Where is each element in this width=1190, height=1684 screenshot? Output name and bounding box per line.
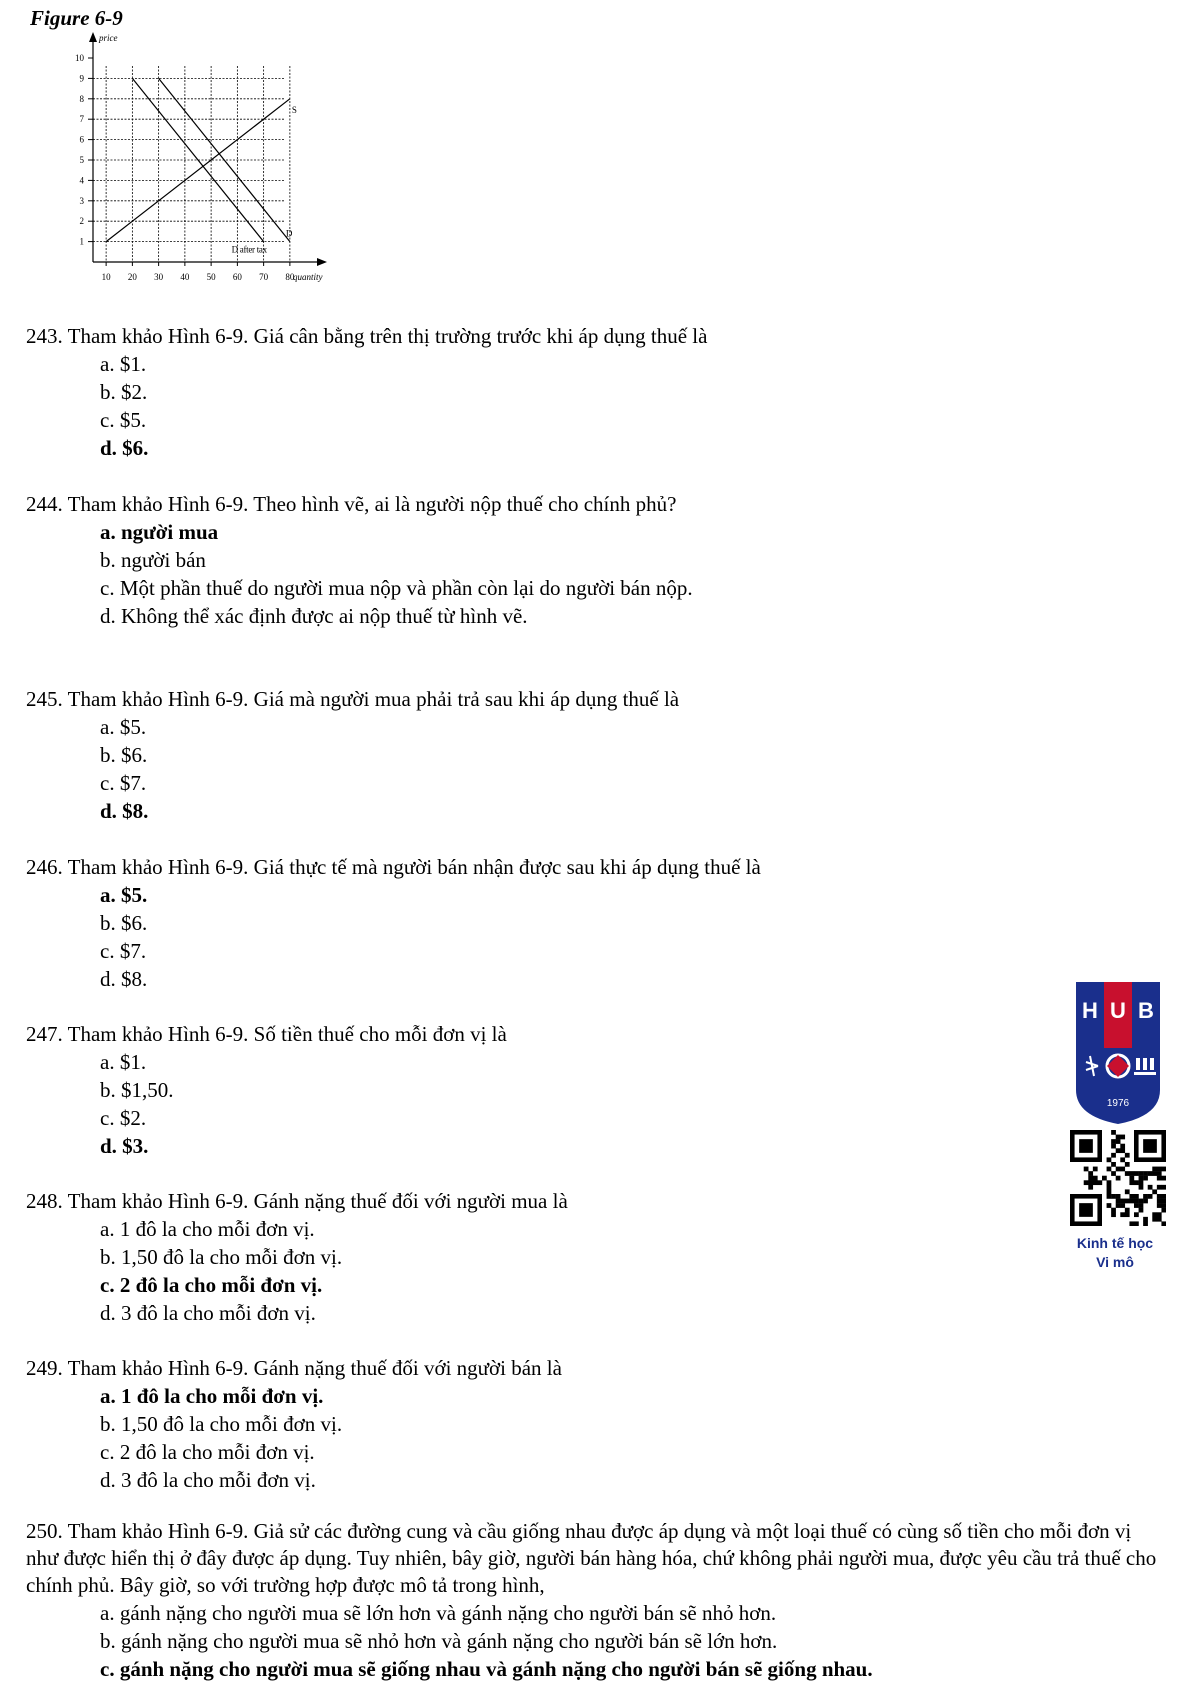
answer-option: c. gánh nặng cho người mua sẽ giống nhau và gánh nặng cho người bán sẽ giống nhau. [100, 1657, 873, 1681]
answer-option: d. $8. [100, 967, 148, 991]
x-axis-label: quantity [293, 272, 323, 282]
answer-option: d. 3 đô la cho mỗi đơn vị. [100, 1301, 316, 1325]
logo-letter-h: H [1082, 998, 1098, 1023]
answer-option: b. 1,50 đô la cho mỗi đơn vị. [100, 1245, 343, 1269]
series-label-d-after-tax: D after tax [231, 244, 267, 255]
question-stem: 245. Tham khảo Hình 6-9. Giá mà người mua phải trả sau khi áp dụng thuế là [26, 687, 680, 711]
answer-option: b. $6. [100, 743, 148, 767]
y-tick-label: 7 [79, 114, 84, 125]
question-stem: 247. Tham khảo Hình 6-9. Số tiền thuế cho mỗi đơn vị là [26, 1022, 507, 1046]
y-axis-label: price [99, 33, 118, 43]
answer-option: c. Một phần thuế do người mua nộp và phần còn lại do người bán nộp. [100, 576, 693, 600]
series-label-s: S [291, 104, 297, 115]
question-248 [26, 1187, 1166, 1327]
x-tick-label: 70 [259, 272, 269, 282]
answer-option: a. người mua [100, 520, 219, 544]
logo-year: 1976 [1106, 1098, 1130, 1109]
question-stem: 249. Tham khảo Hình 6-9. Gánh nặng thuế đối với người bán là [26, 1356, 562, 1380]
subject-line-1: Kinh tế học [1076, 1235, 1154, 1251]
question-stem: 244. Tham khảo Hình 6-9. Theo hình vẽ, ai là người nộp thuế cho chính phủ? [26, 492, 677, 516]
answer-option: d. $6. [100, 436, 149, 460]
chart-grid [93, 66, 290, 262]
logo-letter-u: U [1110, 998, 1126, 1023]
answer-option: b. $2. [100, 380, 148, 404]
y-tick-label: 9 [79, 73, 84, 84]
x-tick-label: 80 [285, 272, 295, 282]
answer-option: c. $7. [100, 771, 147, 795]
question-250 [26, 1518, 1166, 1683]
question-244 [26, 490, 1166, 630]
answer-option: a. 1 đô la cho mỗi đơn vị. [100, 1384, 324, 1408]
logo-letter-b: B [1138, 998, 1154, 1023]
question-245 [26, 685, 1166, 825]
answer-option: d. Không thể xác định được ai nộp thuế từ hình vẽ. [100, 604, 528, 628]
answer-option: b. $1,50. [100, 1078, 174, 1102]
answer-option: d. $8. [100, 799, 149, 823]
subject-label [1050, 1234, 1180, 1272]
y-tick-label: 1 [79, 236, 84, 247]
supply-demand-chart [38, 30, 328, 300]
x-tick-label: 30 [154, 272, 164, 282]
y-tick-label: 4 [79, 175, 84, 186]
series-line [106, 99, 290, 242]
answer-option: a. $5. [100, 715, 147, 739]
x-tick-label: 50 [206, 272, 216, 282]
y-tick-label: 5 [79, 155, 84, 165]
qr-code[interactable] [1070, 1130, 1166, 1226]
hub-logo [1068, 978, 1168, 1126]
question-stem: 243. Tham khảo Hình 6-9. Giá cân bằng trên thị trường trước khi áp dụng thuế là [26, 324, 708, 348]
answer-option: a. $5. [100, 883, 148, 907]
y-tick-label: 6 [79, 134, 84, 145]
answer-option: a. $1. [100, 352, 147, 376]
answer-option: b. 1,50 đô la cho mỗi đơn vị. [100, 1412, 343, 1436]
y-axis-arrow [89, 32, 97, 42]
question-246 [26, 853, 1166, 993]
answer-option: a. gánh nặng cho người mua sẽ lớn hơn và gánh nặng cho người bán sẽ nhỏ hơn. [100, 1601, 777, 1625]
answer-option: c. $7. [100, 939, 147, 963]
subject-line-2: Vi mô [1096, 1254, 1134, 1270]
answer-option: a. $1. [100, 1050, 147, 1074]
answer-option: b. $6. [100, 911, 148, 935]
series-label-d: D [285, 228, 293, 239]
answer-option: c. 2 đô la cho mỗi đơn vị. [100, 1273, 323, 1297]
answer-option: c. $5. [100, 408, 147, 432]
answer-option: b. gánh nặng cho người mua sẽ nhỏ hơn và gánh nặng cho người bán sẽ lớn hơn. [100, 1629, 778, 1653]
answer-option: d. 3 đô la cho mỗi đơn vị. [100, 1468, 316, 1492]
y-tick-label: 10 [75, 53, 84, 63]
question-stem: 250. Tham khảo Hình 6-9. Giả sử các đường cung và cầu giống nhau được áp dụng và một loại thuế có cùng số tiền cho mỗi đơn vị như được hiển thị ở đây được áp dụng. Tuy nhiên, bây giờ, người bán hàng hóa, chứ không phải người mua, được yêu cầu trả thuế cho chính phủ. Bây giờ, so với trường hợp được mô tả trong hình, [26, 1519, 1157, 1597]
qr-modules [1070, 1130, 1166, 1226]
answer-option: c. $2. [100, 1106, 147, 1130]
answer-option: b. người bán [100, 548, 206, 572]
question-247 [26, 1020, 1166, 1160]
answer-option: c. 2 đô la cho mỗi đơn vị. [100, 1440, 315, 1464]
answer-option: a. 1 đô la cho mỗi đơn vị. [100, 1217, 315, 1241]
x-tick-label: 10 [101, 272, 111, 282]
y-tick-label: 8 [79, 93, 84, 104]
x-tick-label: 40 [180, 272, 190, 282]
y-tick-label: 3 [79, 195, 84, 206]
question-stem: 246. Tham khảo Hình 6-9. Giá thực tế mà người bán nhận được sau khi áp dụng thuế là [26, 855, 761, 879]
x-tick-label: 20 [127, 272, 137, 282]
question-243 [26, 322, 1166, 462]
x-axis-arrow [317, 258, 327, 266]
answer-option: d. $3. [100, 1134, 149, 1158]
y-tick-label: 2 [79, 216, 84, 227]
figure-title: Figure 6-9 [30, 6, 123, 30]
question-249 [26, 1354, 1166, 1494]
question-stem: 248. Tham khảo Hình 6-9. Gánh nặng thuế đối với người mua là [26, 1189, 568, 1213]
chart-labels [98, 33, 323, 282]
x-tick-label: 60 [232, 272, 242, 282]
